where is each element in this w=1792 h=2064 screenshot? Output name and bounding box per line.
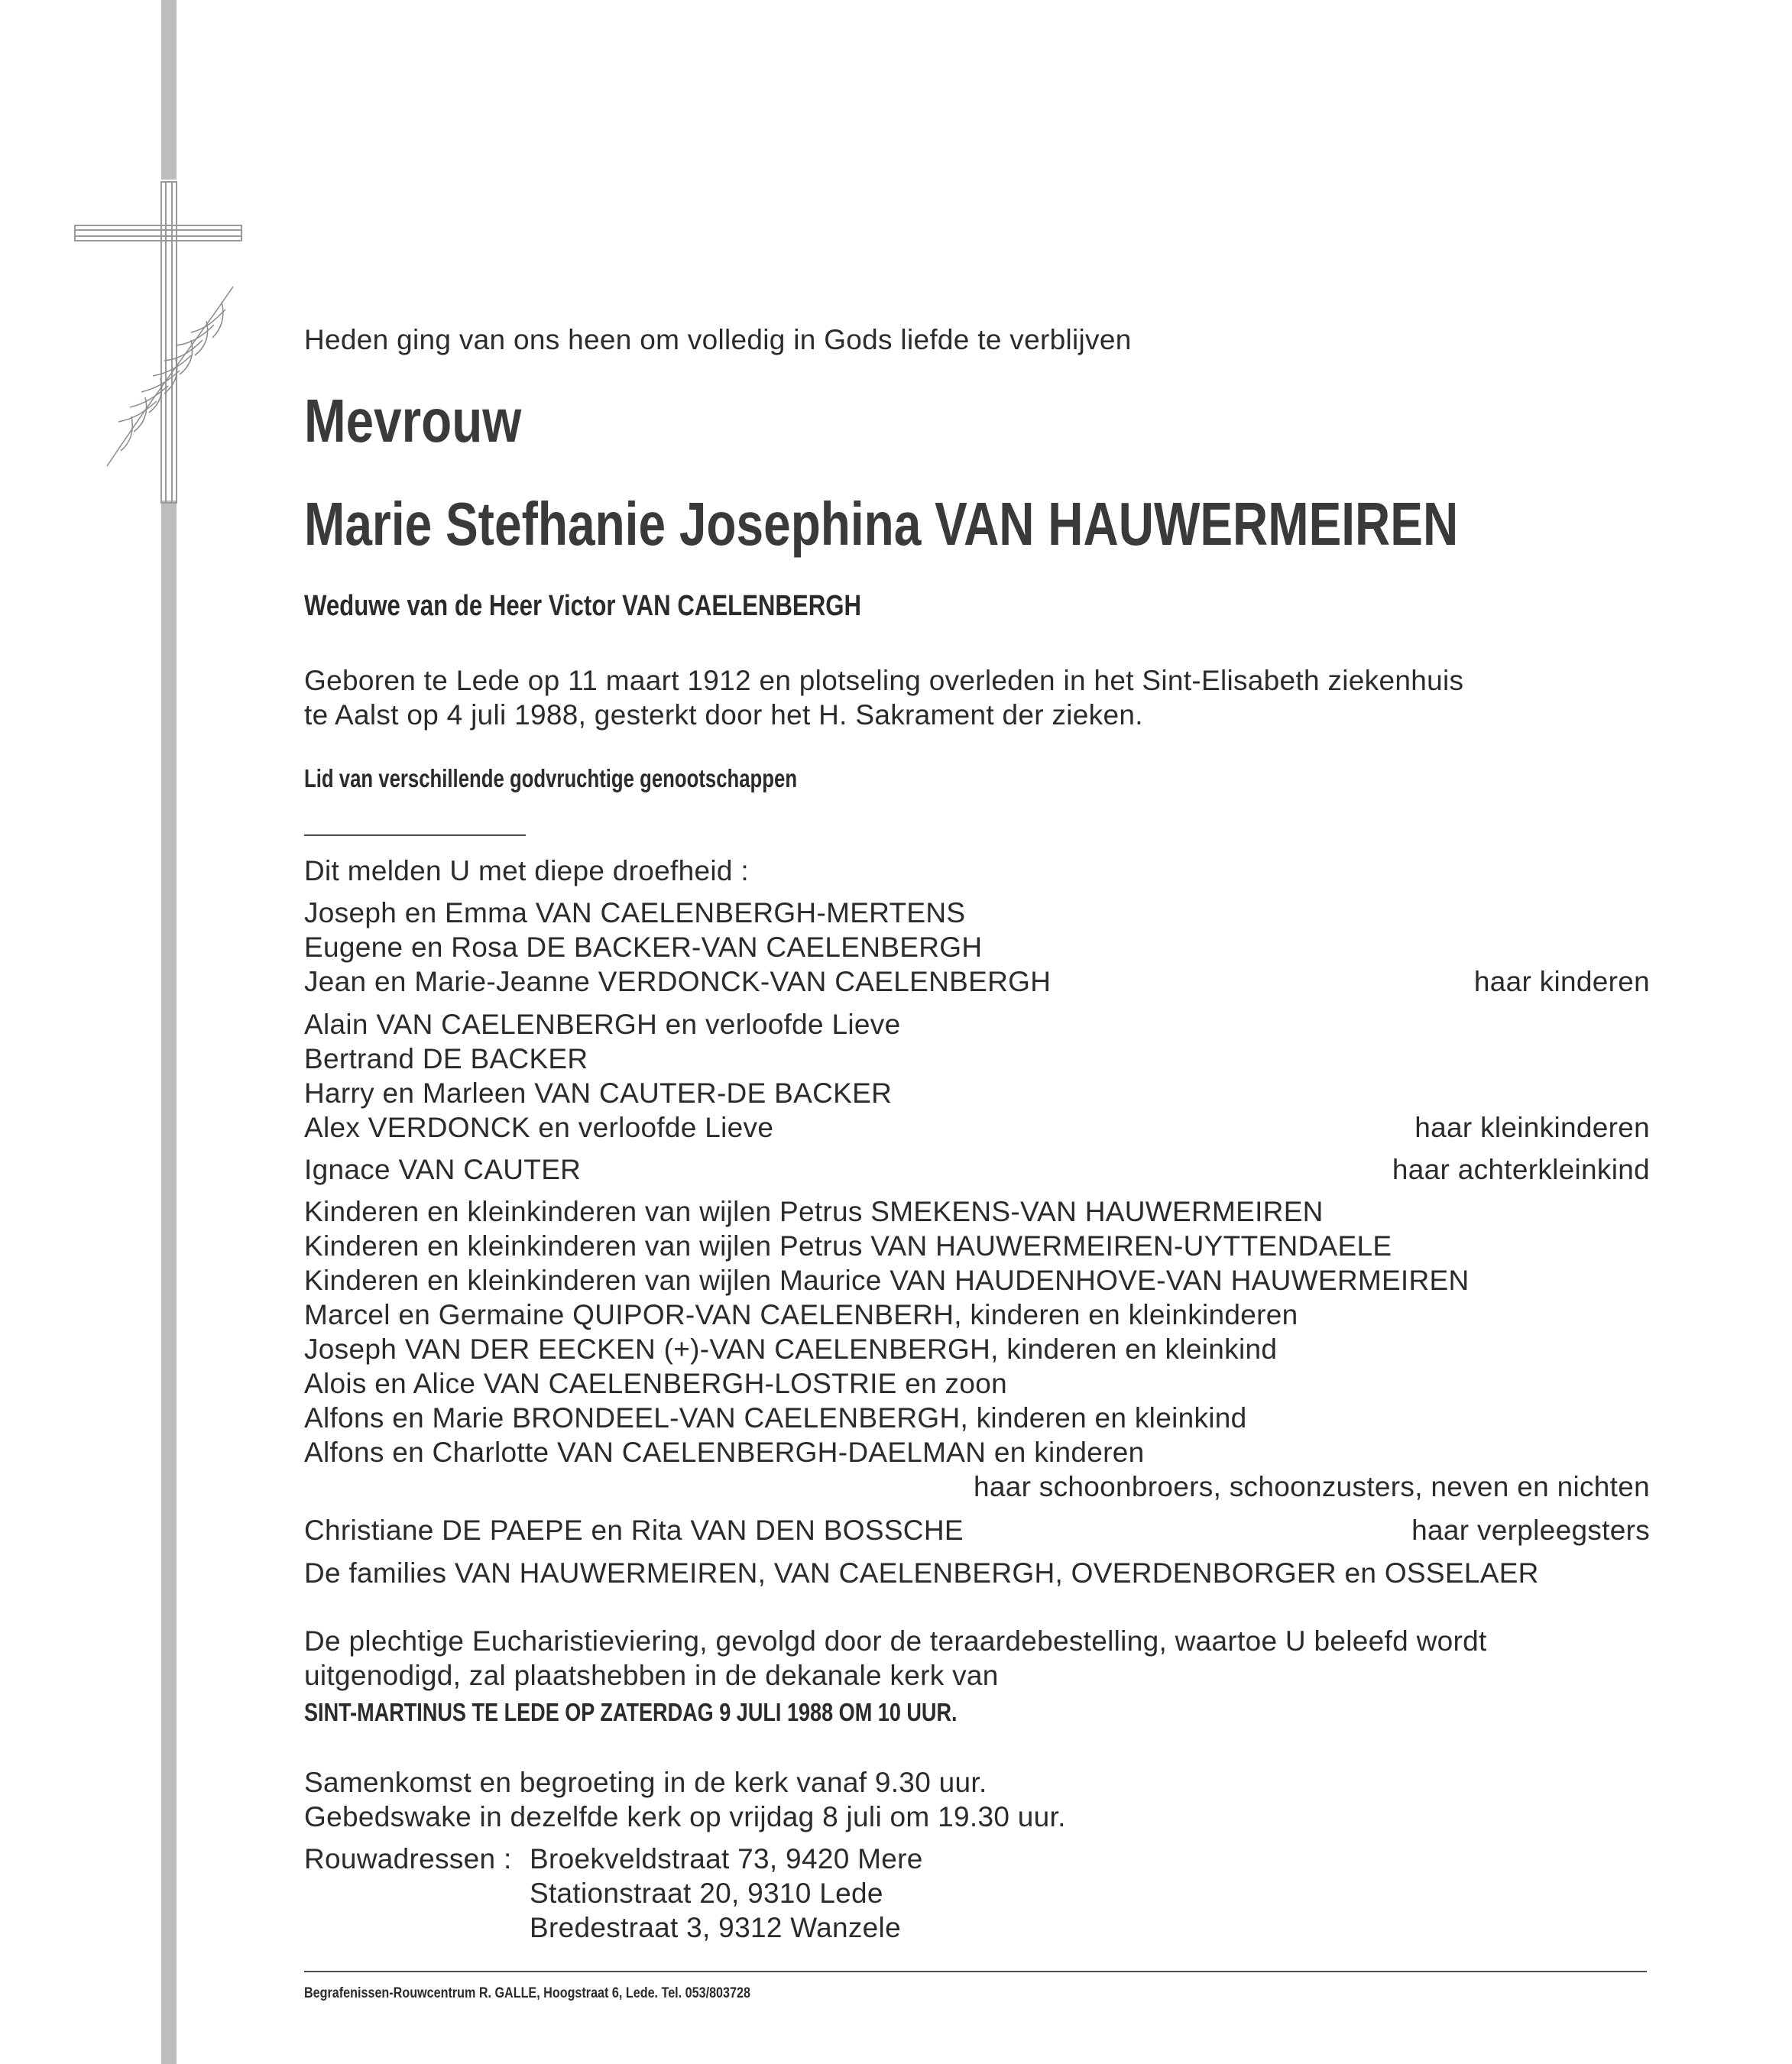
funeral-home-footer: Begrafenissen-Rouwcentrum R. GALLE, Hoogstraat 6, Lede. Tel. 053/803728 (304, 1985, 750, 2001)
grandchildren-line-4: Alex VERDONCK en verloofde Lieve (304, 1112, 774, 1143)
in-laws-line-6: Alois en Alice VAN CAELENBERGH-LOSTRIE en zoon (304, 1368, 1007, 1399)
left-border-bar-bottom (161, 501, 177, 2064)
short-divider (304, 834, 526, 836)
address-1: Broekveldstraat 73, 9420 Mere (530, 1843, 923, 1874)
membership-line: Lid van verschillende godvruchtige genootschappen (304, 764, 798, 792)
in-laws-line-2: Kinderen en kleinkinderen van wijlen Petrus VAN HAUWERMEIREN-UYTTENDAELE (304, 1230, 1392, 1262)
deceased-name: Marie Stefhanie Josephina VAN HAUWERMEIREN (304, 490, 1459, 558)
in-laws-line-3: Kinderen en kleinkinderen van wijlen Maurice VAN HAUDENHOVE-VAN HAUWERMEIREN (304, 1265, 1470, 1296)
great-grandchild-line: Ignace VAN CAUTER (304, 1154, 582, 1185)
birth-death-line-1: Geboren te Lede op 11 maart 1912 en plotseling overleden in het Sint-Elisabeth ziekenhuis (304, 665, 1464, 696)
birth-death-line-2: te Aalst op 4 juli 1988, gesterkt door het H. Sakrament der zieken. (304, 699, 1143, 731)
grandchildren-line-1: Alain VAN CAELENBERGH en verloofde Lieve (304, 1009, 901, 1040)
in-laws-line-4: Marcel en Germaine QUIPOR-VAN CAELENBERH, kinderen en kleinkinderen (304, 1299, 1298, 1330)
left-border-bar-top (161, 0, 177, 180)
addresses-label: Rouwadressen : (304, 1843, 512, 1874)
in-laws-line-5: Joseph VAN DER EECKEN (+)-VAN CAELENBERGH, kinderen en kleinkind (304, 1333, 1278, 1365)
great-grandchild-label: haar achterkleinkind (1392, 1154, 1650, 1185)
in-laws-line-1: Kinderen en kleinkinderen van wijlen Petrus SMEKENS-VAN HAUWERMEIREN (304, 1196, 1324, 1227)
footer-divider (304, 1971, 1647, 1972)
children-line-2: Eugene en Rosa DE BACKER-VAN CAELENBERGH (304, 932, 983, 963)
cross-palm-icon (69, 176, 245, 512)
grandchildren-line-3: Harry en Marleen VAN CAUTER-DE BACKER (304, 1077, 893, 1109)
gathering-line-1: Samenkomst en begroeting in de kerk vanaf 9.30 uur. (304, 1767, 987, 1798)
children-label: haar kinderen (1473, 966, 1650, 997)
grandchildren-line-2: Bertrand DE BACKER (304, 1043, 588, 1074)
grandchildren-label: haar kleinkinderen (1414, 1112, 1650, 1143)
children-line-1: Joseph en Emma VAN CAELENBERGH-MERTENS (304, 897, 966, 928)
nurses-line: Christiane DE PAEPE en Rita VAN DEN BOSSCHE (304, 1515, 964, 1546)
service-line-1: De plechtige Eucharistieviering, gevolgd door de teraardebestelling, waartoe U beleefd wordt (304, 1625, 1487, 1657)
address-2: Stationstraat 20, 9310 Lede (530, 1878, 883, 1909)
in-laws-line-7: Alfons en Marie BRONDEEL-VAN CAELENBERGH, kinderen en kleinkind (304, 1402, 1247, 1434)
families-line: De families VAN HAUWERMEIREN, VAN CAELENBERGH, OVERDENBORGER en OSSELAER (304, 1557, 1539, 1589)
in-laws-label: haar schoonbroers, schoonzusters, neven en nichten (973, 1471, 1650, 1502)
nurses-label: haar verpleegsters (1411, 1515, 1650, 1546)
intro-text: Heden ging van ons heen om volledig in Gods liefde te verblijven (304, 324, 1132, 355)
gathering-line-2: Gebedswake in dezelfde kerk op vrijdag 8 juli om 19.30 uur. (304, 1801, 1066, 1832)
widow-of-line: Weduwe van de Heer Victor VAN CAELENBERGH (304, 590, 861, 622)
in-laws-line-8: Alfons en Charlotte VAN CAELENBERGH-DAELMAN en kinderen (304, 1437, 1145, 1468)
service-line-2: uitgenodigd, zal plaatshebben in de dekanale kerk van (304, 1660, 999, 1691)
service-location: SINT-MARTINUS TE LEDE OP ZATERDAG 9 JULI 1988 OM 10 UUR. (304, 1698, 958, 1726)
announce-line: Dit melden U met diepe droefheid : (304, 855, 749, 886)
address-3: Bredestraat 3, 9312 Wanzele (530, 1912, 901, 1943)
honorific-title: Mevrouw (304, 387, 522, 455)
children-line-3: Jean en Marie-Jeanne VERDONCK-VAN CAELENBERGH (304, 966, 1052, 997)
